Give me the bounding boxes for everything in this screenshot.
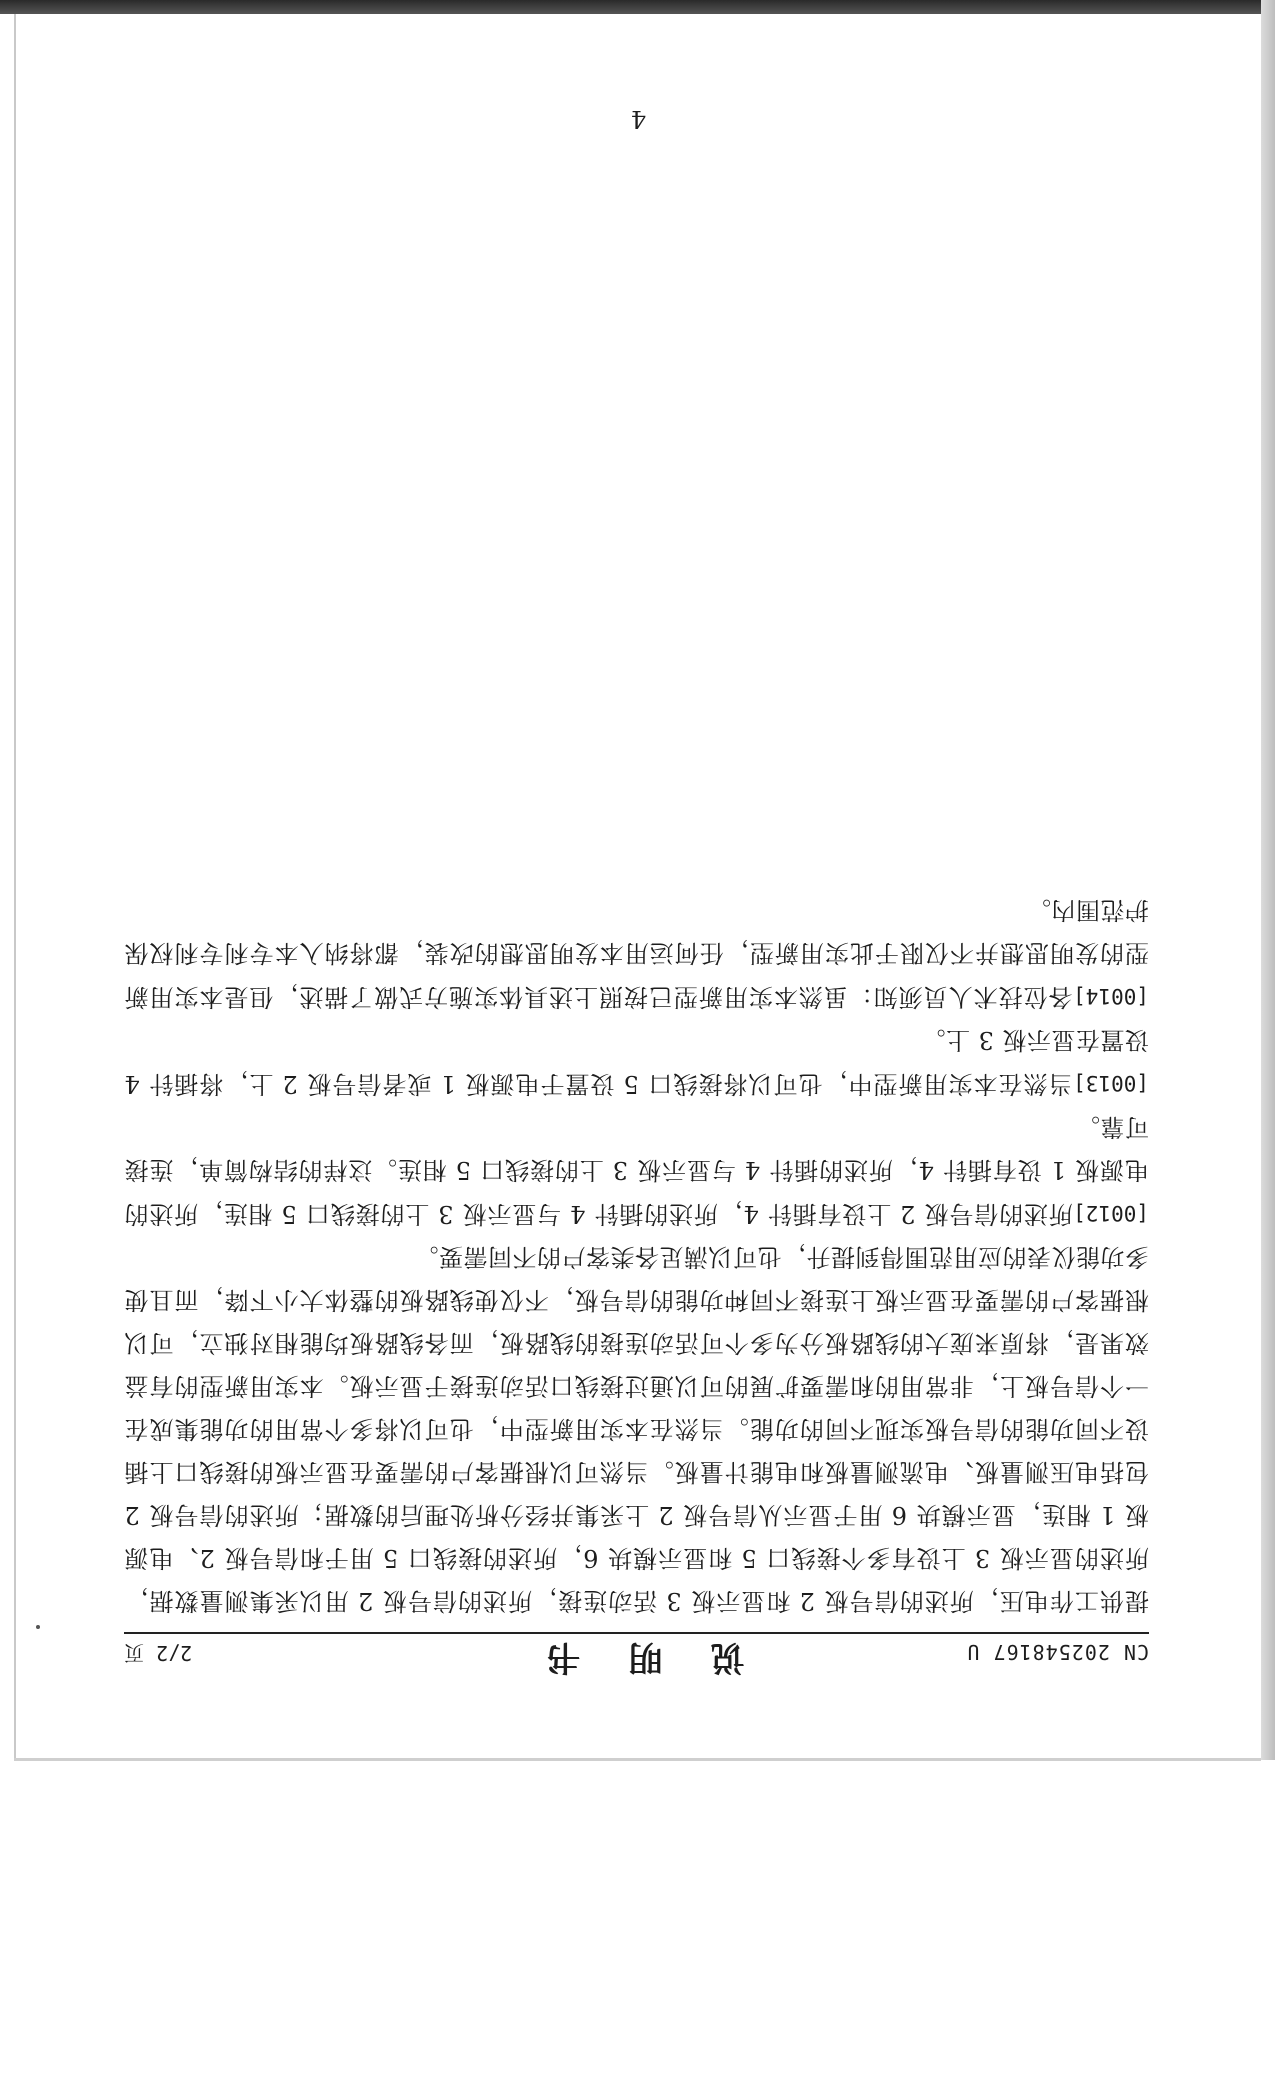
scanner-bottom-edge [14, 1758, 1261, 1761]
description-text [124, 888, 1149, 1632]
page-count: 2/2 页 [124, 1641, 193, 1665]
page-header [124, 1632, 1149, 1678]
scanner-right-edge [1261, 0, 1275, 1760]
paragraph-text: 当然在本实用新型中，也可以将接线口 5 设置于电源板 1 或者信号板 2 上，将插针 4 设置在显示板 3 上。 [124, 1026, 1149, 1098]
document-title: 说 明 书 [528, 1637, 745, 1677]
page-body [124, 888, 1149, 1678]
paragraph-continued [124, 1235, 1149, 1622]
paragraph-0012 [124, 1105, 1149, 1235]
paragraph-text: 各位技术人员须知：虽然本实用新型已按照上述具体实施方式做了描述，但是本实用新型的发明思想并不仅限于此实用新型，任何运用本发明思想的改装，都将纳入本专利专利权保护范围内。 [124, 896, 1149, 1011]
page-number: 4 [630, 105, 647, 133]
scanned-patent-page [16, 14, 1261, 1758]
paragraph-number: [0014] [1073, 984, 1149, 1008]
paragraph-0013 [124, 1018, 1149, 1105]
paragraph-0014 [124, 888, 1149, 1018]
paragraph-text: 提供工作电压，所述的信号板 2 和显示板 3 活动连接，所述的信号板 2 用以采集测量数据，所述的显示板 3 上设有多个接线口 5 和显示模块 6，所述的接线口 5 用于和信号板 2、电源板 1 相连，显示模块 6 用于显示从信号板 2 上采集并经分析处理后的数据；所述的信号板 2 包括电压测量板、电流测量板和电能计量板。当然可以根据客户的需要在显示板的接线口上插设不同功能的信号板实现不同的功能。当然在本实用新型中，也可以将多个常用的功能集成在一个信号板上，非常用的和需要扩展的可以通过接线口活动连接于显示板。本实用新型的有益效果是，将原来庞大的线路板分为多个可活动连接的线路板，而各线路板均能相对独立，可以根据客户的需要在显示板上连接不同种功能的信号板，不仅使线路板的整体大小下降，而且使多功能仪表的应用范围得到提升，也可以满足各类客户的不同需要。 [124, 1243, 1149, 1615]
paragraph-text: 所述的信号板 2 上设有插针 4，所述的插针 4 与显示板 3 上的接线口 5 相连，所述的电源板 1 设有插针 4，所述的插针 4 与显示板 3 上的接线口 5 相连。这样的结构简单，连接可靠。 [124, 1113, 1149, 1228]
paragraph-number: [0013] [1073, 1071, 1149, 1095]
scanner-top-bar [0, 0, 1275, 14]
publication-number: CN 202548167 U [966, 1640, 1149, 1664]
paragraph-number: [0012] [1073, 1201, 1149, 1225]
